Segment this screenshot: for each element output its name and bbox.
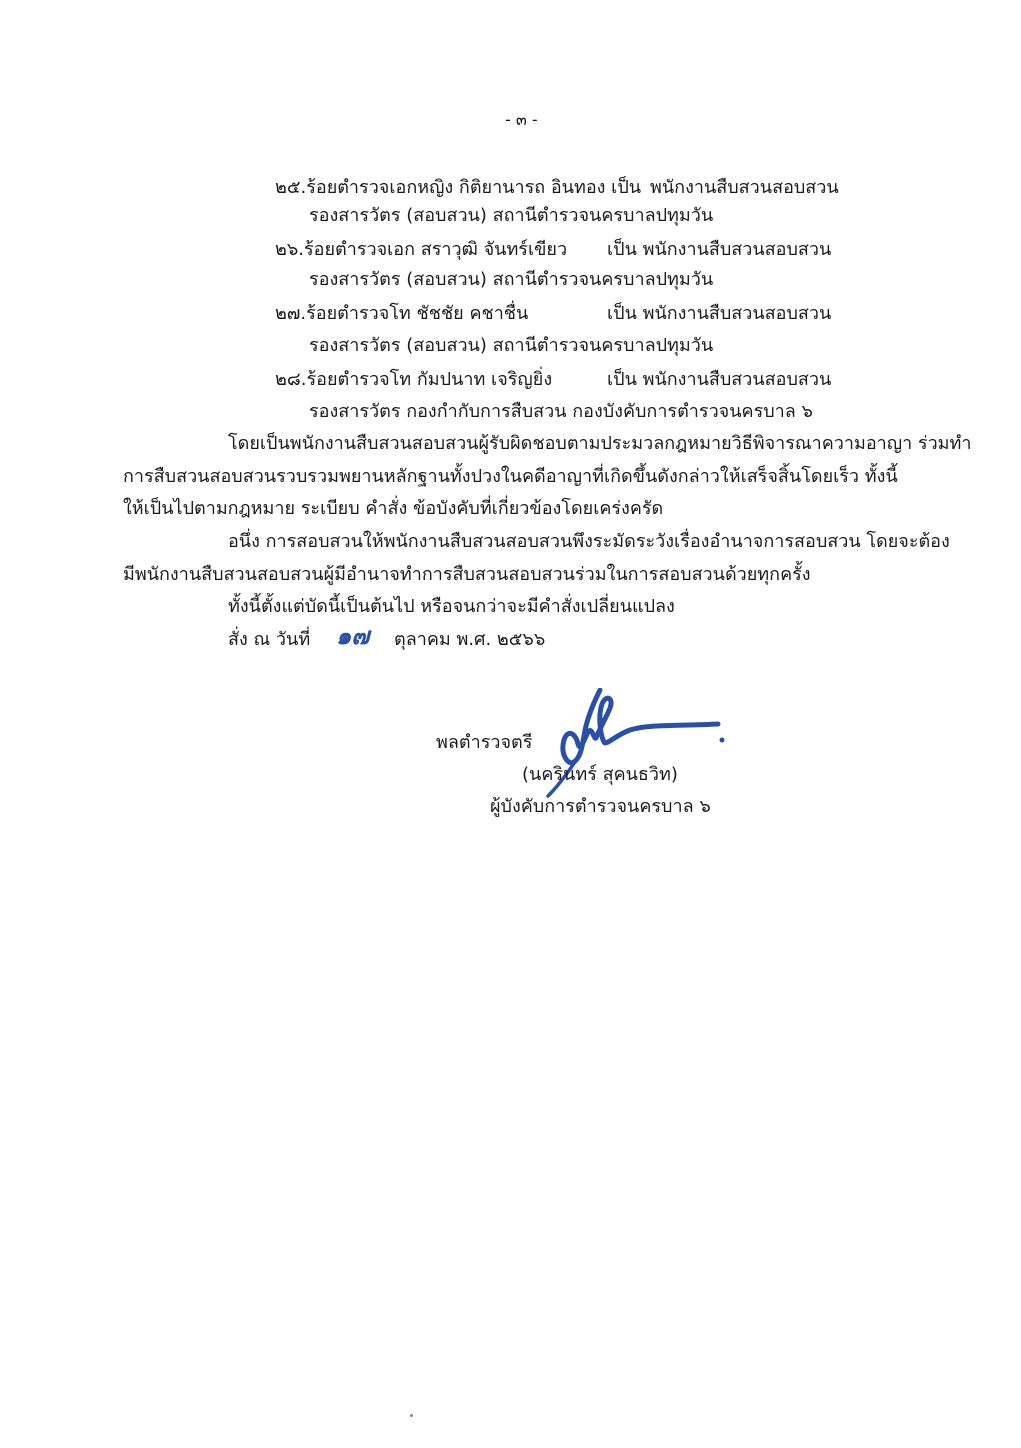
entry-25-line1: ๒๕.ร้อยตำรวจเอกหญิง กิติยานารถ อินทอง เป็น — [275, 177, 642, 198]
paragraph-3: ทั้งนี้ตั้งแต่บัดนี้เป็นต้นไป หรือจนกว่าจะมีคำสั่งเปลี่ยนแปลง — [228, 596, 675, 617]
signatory-name: (นครินทร์ สุคนธวิท) — [522, 764, 678, 785]
signatory-rank: พลตำรวจตรี — [436, 732, 533, 753]
entry-28-line1: ๒๘.ร้อยตำรวจโท กัมปนาท เจริญยิ่ง — [275, 369, 553, 390]
entry-27-role: เป็น พนักงานสืบสวนสอบสวน — [607, 303, 832, 324]
paragraph-1-line-3: ให้เป็นไปตามกฎหมาย ระเบียบ คำสั่ง ข้อบังคับที่เกี่ยวข้องโดยเคร่งครัด — [123, 498, 664, 519]
entry-26-line1: ๒๖.ร้อยตำรวจเอก สราวุฒิ จันทร์เขียว — [275, 239, 568, 260]
entry-25-line2: รองสารวัตร (สอบสวน) สถานีตำรวจนครบาลปทุมวัน — [309, 205, 714, 226]
handwritten-day: ๑๗ — [336, 622, 370, 650]
paragraph-2-line-1: อนึ่ง การสอบสวนให้พนักงานสืบสวนสอบสวนพึงระมัดระวังเรื่องอำนาจการสอบสวน โดยจะต้อง — [228, 531, 950, 552]
order-date-month-year: ตุลาคม พ.ศ. ๒๕๖๖ — [394, 629, 546, 650]
entry-27-line2: รองสารวัตร (สอบสวน) สถานีตำรวจนครบาลปทุมวัน — [309, 335, 714, 356]
paragraph-2-line-2: มีพนักงานสืบสวนสอบสวนผู้มีอำนาจทำการสืบสวนสอบสวนร่วมในการสอบสวนด้วยทุกครั้ง — [123, 564, 811, 585]
entry-28-role: เป็น พนักงานสืบสวนสอบสวน — [607, 369, 832, 390]
entry-28-line2: รองสารวัตร กองกำกับการสืบสวน กองบังคับการตำรวจนครบาล ๖ — [309, 401, 813, 422]
entry-27-line1: ๒๗.ร้อยตำรวจโท ชัชชัย คชาชื่น — [275, 303, 529, 324]
signatory-position: ผู้บังคับการตำรวจนครบาล ๖ — [490, 796, 711, 817]
entry-25-role: พนักงานสืบสวนสอบสวน — [650, 177, 839, 198]
page-number: - ๓ - — [505, 110, 538, 129]
entry-26-line2: รองสารวัตร (สอบสวน) สถานีตำรวจนครบาลปทุมวัน — [309, 269, 714, 290]
scan-speck — [410, 1414, 413, 1417]
order-date-prefix: สั่ง ณ วันที่ — [228, 629, 311, 650]
paragraph-1-line-2: การสืบสวนสอบสวนรวบรวมพยานหลักฐานทั้งปวงในคดีอาญาที่เกิดขึ้นดังกล่าวให้เสร็จสิ้นโดยเร็ว ทั้งนี้ — [123, 466, 898, 487]
entry-26-role: เป็น พนักงานสืบสวนสอบสวน — [607, 239, 832, 260]
paragraph-1-line-1: โดยเป็นพนักงานสืบสวนสอบสวนผู้รับผิดชอบตามประมวลกฎหมายวิธีพิจารณาความอาญา ร่วมทำ — [228, 433, 972, 454]
